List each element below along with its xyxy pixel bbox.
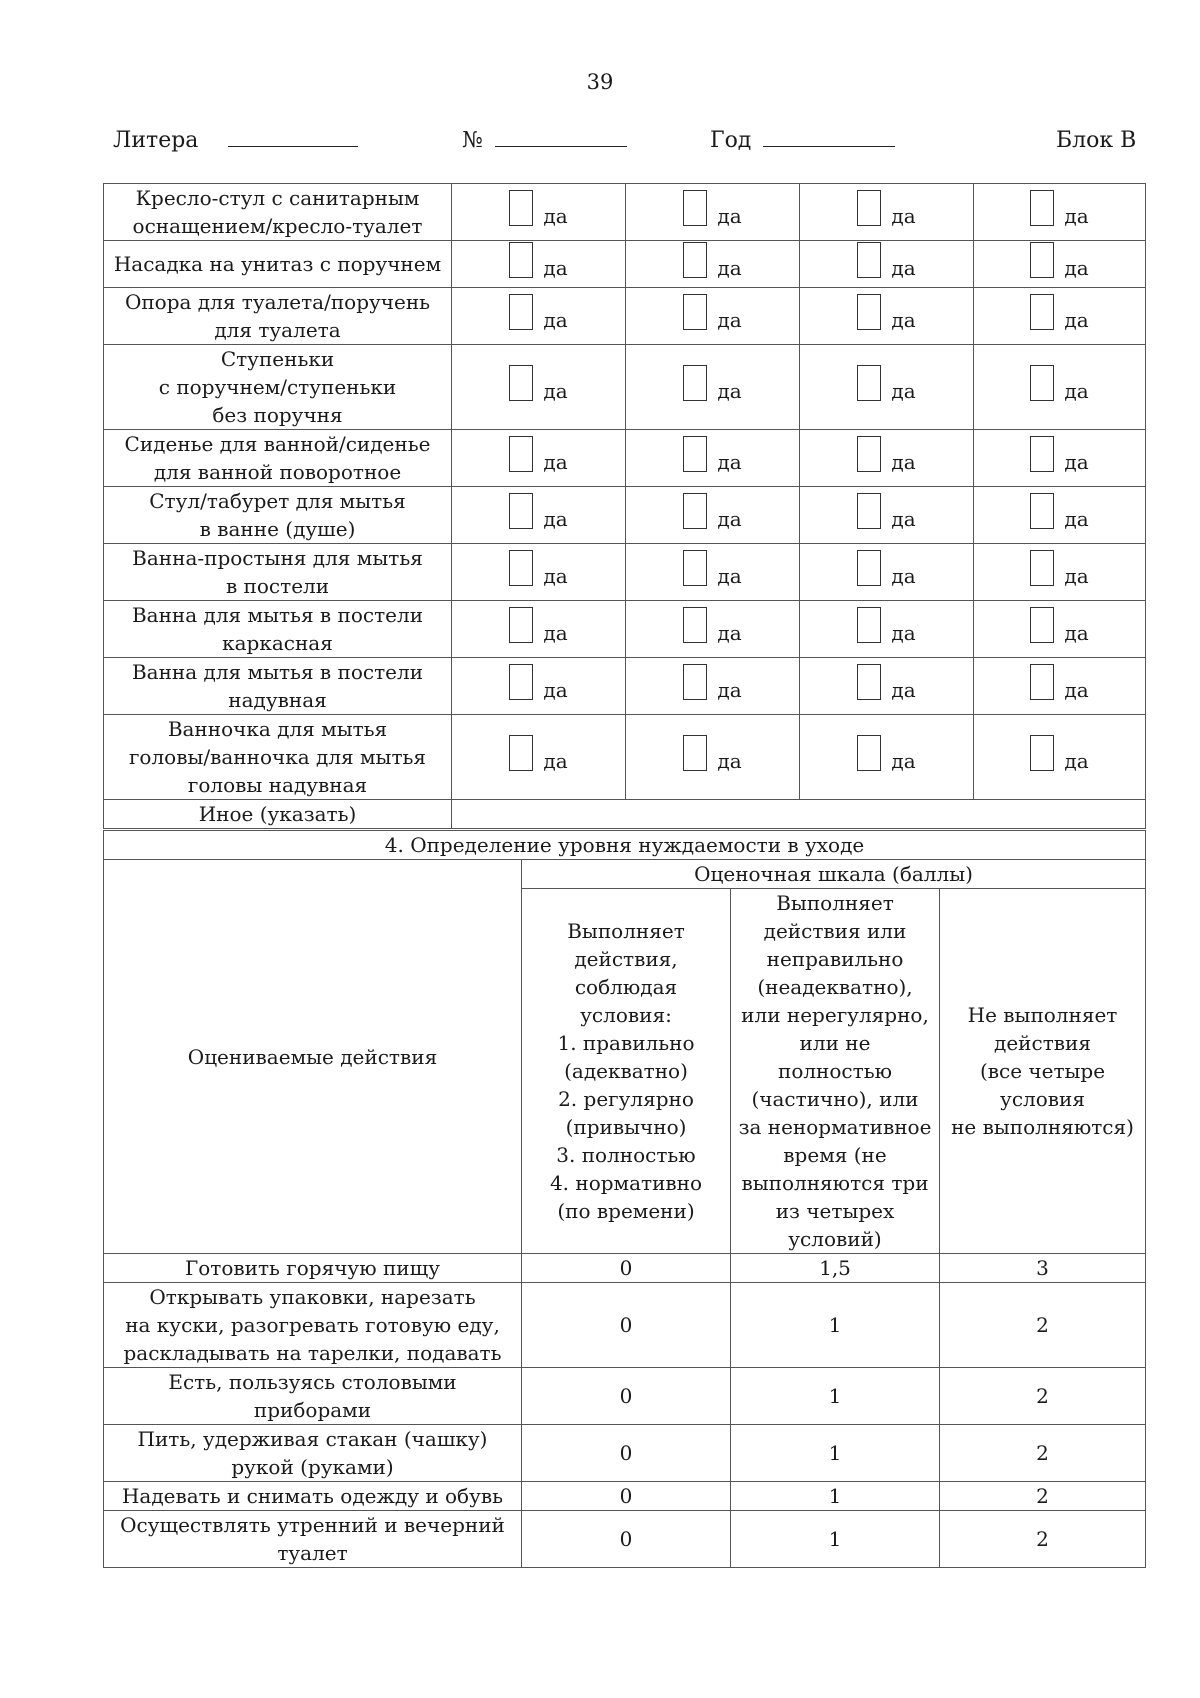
- yes-label: да: [891, 308, 916, 332]
- yes-checkbox[interactable]: [1030, 664, 1054, 700]
- yes-cell: [800, 715, 974, 800]
- care-score: 2: [940, 1511, 1146, 1568]
- yes-label: да: [543, 256, 568, 280]
- yes-cell: [452, 430, 626, 487]
- care-need-table: [103, 830, 1146, 1568]
- yes-label: да: [891, 507, 916, 531]
- yes-label: да: [717, 379, 742, 403]
- equipment-row: [104, 184, 1146, 241]
- yes-checkbox[interactable]: [857, 550, 881, 586]
- yes-checkbox[interactable]: [683, 365, 707, 401]
- yes-cell: [974, 184, 1146, 241]
- yes-label: да: [543, 507, 568, 531]
- yes-cell: [452, 544, 626, 601]
- yes-label: да: [1064, 507, 1089, 531]
- care-action: Готовить горячую пищу: [104, 1254, 522, 1283]
- yes-cell: [626, 658, 800, 715]
- care-score: 0: [522, 1511, 731, 1568]
- yes-label: да: [543, 678, 568, 702]
- yes-checkbox[interactable]: [509, 607, 533, 643]
- yes-cell: [800, 241, 974, 288]
- yes-label: да: [717, 507, 742, 531]
- yes-label: да: [1064, 678, 1089, 702]
- yes-cell: [626, 345, 800, 430]
- yes-label: да: [891, 678, 916, 702]
- yes-cell: [626, 241, 800, 288]
- yes-checkbox[interactable]: [857, 436, 881, 472]
- yes-label: да: [543, 749, 568, 773]
- yes-label: да: [891, 621, 916, 645]
- actions-header: Оцениваемые действия: [104, 860, 522, 1254]
- yes-cell: [626, 430, 800, 487]
- yes-checkbox[interactable]: [509, 664, 533, 700]
- other-row: [104, 800, 1146, 829]
- equipment-label: Стул/табурет для мытья в ванне (душе): [104, 487, 452, 544]
- yes-checkbox[interactable]: [857, 664, 881, 700]
- equipment-row: [104, 288, 1146, 345]
- yes-cell: [452, 345, 626, 430]
- yes-checkbox[interactable]: [1030, 550, 1054, 586]
- yes-label: да: [717, 450, 742, 474]
- care-score: 1: [731, 1425, 940, 1482]
- scale-col-partial: Выполняет действия или неправильно (неадекватно), или нерегулярно, или не полностью (частично), или за ненормативное время (не выполняются три из четырех условий): [731, 889, 940, 1254]
- yes-cell: [626, 601, 800, 658]
- yes-checkbox[interactable]: [683, 550, 707, 586]
- care-score: 1: [731, 1368, 940, 1425]
- yes-checkbox[interactable]: [1030, 607, 1054, 643]
- care-action: Открывать упаковки, нарезать на куски, разогревать готовую еду, раскладывать на тарелки, подавать: [104, 1283, 522, 1368]
- equipment-row: [104, 601, 1146, 658]
- yes-checkbox[interactable]: [509, 190, 533, 226]
- care-action: Надевать и снимать одежду и обувь: [104, 1482, 522, 1511]
- care-score: 2: [940, 1425, 1146, 1482]
- year-field: [710, 128, 895, 153]
- yes-label: да: [891, 450, 916, 474]
- yes-checkbox[interactable]: [509, 550, 533, 586]
- care-score: 0: [522, 1368, 731, 1425]
- litera-label: Литера: [113, 128, 199, 153]
- yes-checkbox[interactable]: [683, 294, 707, 330]
- equipment-row: [104, 430, 1146, 487]
- yes-cell: [974, 345, 1146, 430]
- care-row: [104, 1283, 1146, 1368]
- yes-cell: [974, 658, 1146, 715]
- yes-cell: [452, 715, 626, 800]
- equipment-label: Ванна для мытья в постели надувная: [104, 658, 452, 715]
- yes-checkbox[interactable]: [857, 190, 881, 226]
- yes-label: да: [891, 564, 916, 588]
- yes-label: да: [717, 256, 742, 280]
- yes-cell: [974, 288, 1146, 345]
- yes-cell: [974, 430, 1146, 487]
- care-score: 1: [731, 1511, 940, 1568]
- care-score: 1,5: [731, 1254, 940, 1283]
- equipment-row: [104, 345, 1146, 430]
- care-score: 1: [731, 1482, 940, 1511]
- yes-checkbox[interactable]: [509, 294, 533, 330]
- yes-checkbox[interactable]: [857, 607, 881, 643]
- yes-label: да: [891, 379, 916, 403]
- care-action: Есть, пользуясь столовыми приборами: [104, 1368, 522, 1425]
- yes-checkbox[interactable]: [857, 242, 881, 278]
- equipment-row: [104, 658, 1146, 715]
- yes-checkbox[interactable]: [509, 436, 533, 472]
- yes-cell: [800, 184, 974, 241]
- yes-cell: [452, 658, 626, 715]
- care-row: [104, 1482, 1146, 1511]
- yes-label: да: [543, 450, 568, 474]
- equipment-label: Кресло-стул с санитарным оснащением/кресло-туалет: [104, 184, 452, 241]
- yes-cell: [626, 288, 800, 345]
- yes-label: да: [1064, 308, 1089, 332]
- yes-checkbox[interactable]: [683, 436, 707, 472]
- yes-cell: [800, 487, 974, 544]
- yes-label: да: [717, 564, 742, 588]
- yes-cell: [974, 544, 1146, 601]
- yes-cell: [452, 288, 626, 345]
- litera-field: [113, 128, 358, 153]
- equipment-label: Ванна-простыня для мытья в постели: [104, 544, 452, 601]
- care-score: 2: [940, 1368, 1146, 1425]
- care-row: [104, 1254, 1146, 1283]
- yes-checkbox[interactable]: [857, 294, 881, 330]
- yes-checkbox[interactable]: [509, 242, 533, 278]
- yes-cell: [800, 430, 974, 487]
- yes-cell: [974, 487, 1146, 544]
- yes-label: да: [717, 204, 742, 228]
- yes-label: да: [717, 308, 742, 332]
- yes-label: да: [717, 749, 742, 773]
- care-score: 1: [731, 1283, 940, 1368]
- yes-checkbox[interactable]: [683, 607, 707, 643]
- year-label: Год: [710, 128, 752, 153]
- yes-label: да: [891, 256, 916, 280]
- care-action: Осуществлять утренний и вечерний туалет: [104, 1511, 522, 1568]
- other-input[interactable]: [452, 800, 1146, 829]
- yes-label: да: [891, 749, 916, 773]
- yes-label: да: [543, 379, 568, 403]
- yes-label: да: [1064, 564, 1089, 588]
- yes-label: да: [891, 204, 916, 228]
- equipment-row: [104, 487, 1146, 544]
- scale-col-none: Не выполняет действия (все четыре условия не выполняются): [940, 889, 1146, 1254]
- equipment-row: [104, 241, 1146, 288]
- yes-checkbox[interactable]: [509, 365, 533, 401]
- yes-checkbox[interactable]: [857, 365, 881, 401]
- equipment-label: Ступеньки с поручнем/ступеньки без поручня: [104, 345, 452, 430]
- yes-cell: [452, 601, 626, 658]
- yes-cell: [626, 184, 800, 241]
- yes-cell: [452, 241, 626, 288]
- yes-checkbox[interactable]: [1030, 436, 1054, 472]
- yes-checkbox[interactable]: [857, 493, 881, 529]
- yes-label: да: [543, 621, 568, 645]
- yes-cell: [452, 184, 626, 241]
- care-score: 2: [940, 1283, 1146, 1368]
- yes-checkbox[interactable]: [857, 735, 881, 771]
- yes-label: да: [1064, 204, 1089, 228]
- yes-cell: [800, 288, 974, 345]
- equipment-label: Ванна для мытья в постели каркасная: [104, 601, 452, 658]
- scale-header: Оценочная шкала (баллы): [522, 860, 1146, 889]
- yes-checkbox[interactable]: [1030, 294, 1054, 330]
- yes-label: да: [717, 621, 742, 645]
- yes-label: да: [717, 678, 742, 702]
- number-field: [462, 128, 627, 153]
- care-row: [104, 1368, 1146, 1425]
- care-score: 0: [522, 1425, 731, 1482]
- yes-checkbox[interactable]: [683, 735, 707, 771]
- equipment-table: [103, 183, 1146, 829]
- section-4-title: 4. Определение уровня нуждаемости в уходе: [104, 831, 1146, 860]
- equipment-row: [104, 715, 1146, 800]
- yes-cell: [974, 715, 1146, 800]
- care-score: 0: [522, 1254, 731, 1283]
- equipment-row: [104, 544, 1146, 601]
- yes-label: да: [1064, 256, 1089, 280]
- equipment-label: Опора для туалета/поручень для туалета: [104, 288, 452, 345]
- yes-checkbox[interactable]: [1030, 190, 1054, 226]
- yes-cell: [974, 241, 1146, 288]
- other-label: Иное (указать): [104, 800, 452, 829]
- equipment-label: Сиденье для ванной/сиденье для ванной поворотное: [104, 430, 452, 487]
- yes-checkbox[interactable]: [1030, 735, 1054, 771]
- yes-checkbox[interactable]: [683, 493, 707, 529]
- care-action: Пить, удерживая стакан (чашку) рукой (руками): [104, 1425, 522, 1482]
- yes-checkbox[interactable]: [683, 242, 707, 278]
- yes-checkbox[interactable]: [683, 190, 707, 226]
- yes-label: да: [1064, 749, 1089, 773]
- yes-cell: [626, 487, 800, 544]
- care-row: [104, 1511, 1146, 1568]
- equipment-label: Насадка на унитаз с поручнем: [104, 241, 452, 288]
- yes-cell: [974, 601, 1146, 658]
- number-blank[interactable]: [495, 128, 627, 147]
- care-score: 2: [940, 1482, 1146, 1511]
- number-label: №: [462, 128, 483, 153]
- yes-cell: [452, 487, 626, 544]
- care-score: 0: [522, 1283, 731, 1368]
- yes-checkbox[interactable]: [1030, 365, 1054, 401]
- yes-label: да: [543, 308, 568, 332]
- yes-checkbox[interactable]: [509, 735, 533, 771]
- yes-cell: [800, 601, 974, 658]
- year-blank[interactable]: [763, 128, 895, 147]
- equipment-label: Ванночка для мытья головы/ванночка для мытья головы надувная: [104, 715, 452, 800]
- yes-label: да: [1064, 379, 1089, 403]
- yes-checkbox[interactable]: [1030, 493, 1054, 529]
- yes-checkbox[interactable]: [683, 664, 707, 700]
- litera-blank[interactable]: [228, 128, 358, 147]
- care-score: 0: [522, 1482, 731, 1511]
- page-number: 39: [586, 70, 614, 94]
- block-label: Блок В: [1056, 128, 1137, 153]
- yes-cell: [800, 544, 974, 601]
- yes-cell: [800, 658, 974, 715]
- yes-checkbox[interactable]: [1030, 242, 1054, 278]
- yes-label: да: [1064, 450, 1089, 474]
- yes-label: да: [543, 204, 568, 228]
- scale-col-full: Выполняет действия, соблюдая условия: 1. правильно (адекватно) 2. регулярно (привычно) 3. полностью 4. нормативно (по времени): [522, 889, 731, 1254]
- yes-checkbox[interactable]: [509, 493, 533, 529]
- yes-cell: [800, 345, 974, 430]
- yes-label: да: [543, 564, 568, 588]
- yes-label: да: [1064, 621, 1089, 645]
- yes-cell: [626, 544, 800, 601]
- yes-cell: [626, 715, 800, 800]
- care-row: [104, 1425, 1146, 1482]
- care-score: 3: [940, 1254, 1146, 1283]
